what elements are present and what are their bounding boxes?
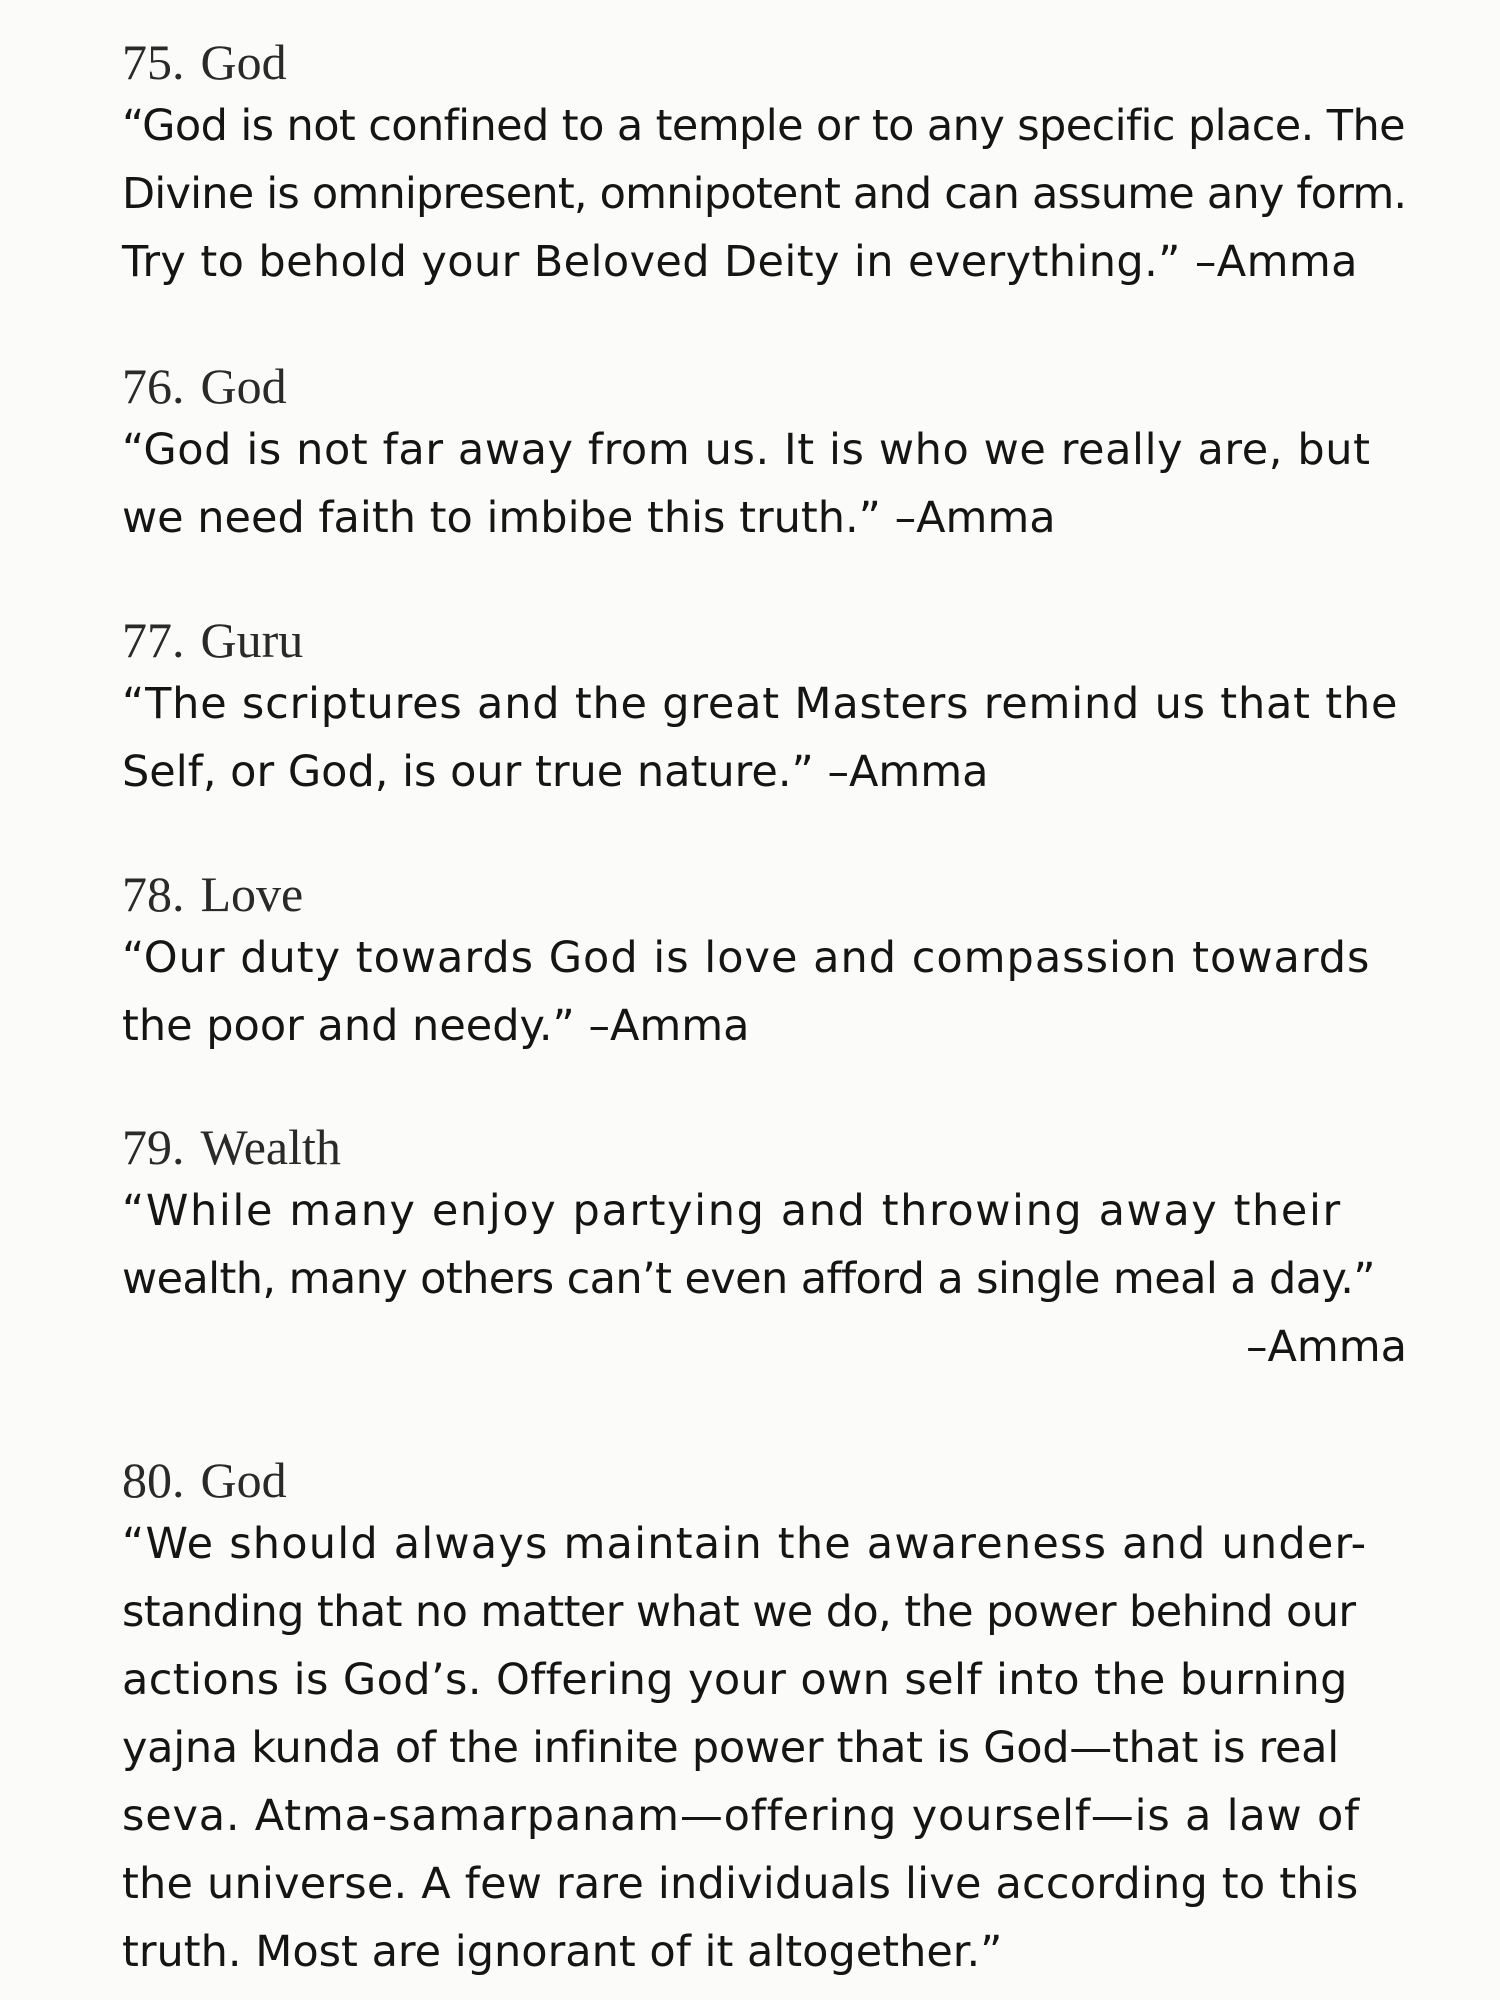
quote-line: seva. Atma-samarpanam—offering yourself—is a law of bbox=[122, 1791, 1360, 1841]
quote-entry-76 bbox=[122, 356, 1407, 552]
entry-number: 79. bbox=[122, 1119, 185, 1175]
entry-topic: God bbox=[200, 34, 287, 90]
quote-line: “God is not confined to a temple or to any specific place. The bbox=[122, 101, 1405, 151]
entry-number: 80. bbox=[122, 1452, 185, 1508]
quote-line: truth. Most are ignorant of it altogether.” bbox=[122, 1927, 1003, 1977]
entry-quote bbox=[122, 1510, 1407, 1986]
quote-line: actions is God’s. Offering your own self into the burning bbox=[122, 1655, 1348, 1705]
quote-entry-79 bbox=[122, 1117, 1407, 1381]
entry-quote bbox=[122, 92, 1407, 296]
quote-line: wealth, many others can’t even afford a single meal a day.” bbox=[122, 1254, 1375, 1304]
quote-entry-78 bbox=[122, 864, 1407, 1060]
quote-line: “Our duty towards God is love and compassion towards bbox=[122, 933, 1371, 983]
quote-line: Try to behold your Beloved Deity in everything.” –Amma bbox=[122, 237, 1358, 287]
quote-line: yajna kunda of the infinite power that is God—that is real bbox=[122, 1723, 1339, 1773]
quote-line: “The scriptures and the great Masters remind us that the bbox=[122, 679, 1399, 729]
quote-entry-80 bbox=[122, 1450, 1407, 1986]
quote-line: “While many enjoy partying and throwing away their bbox=[122, 1186, 1342, 1236]
entry-topic: God bbox=[200, 1452, 287, 1508]
quote-line: the poor and needy.” –Amma bbox=[122, 1001, 750, 1051]
entry-number: 76. bbox=[122, 358, 185, 414]
quote-line: we need faith to imbibe this truth.” –Amma bbox=[122, 493, 1056, 543]
quote-entry-75 bbox=[122, 32, 1407, 296]
quote-attribution: –Amma bbox=[1245, 1322, 1407, 1372]
entry-number: 77. bbox=[122, 612, 185, 668]
quote-line: Self, or God, is our true nature.” –Amma bbox=[122, 747, 989, 797]
quote-line: Divine is omnipresent, omnipotent and can assume any form. bbox=[122, 169, 1407, 219]
entry-quote bbox=[122, 416, 1407, 552]
entry-quote bbox=[122, 924, 1407, 1060]
entry-heading bbox=[122, 32, 1407, 92]
quote-line: the universe. A few rare individuals live according to this bbox=[122, 1859, 1359, 1909]
entry-topic: Guru bbox=[200, 612, 304, 668]
entry-heading bbox=[122, 1117, 1407, 1177]
entry-topic: Love bbox=[200, 866, 304, 922]
entry-heading bbox=[122, 610, 1407, 670]
entry-topic: God bbox=[200, 358, 287, 414]
quote-line: “God is not far away from us. It is who we really are, but bbox=[122, 425, 1371, 475]
quote-line: standing that no matter what we do, the power behind our bbox=[122, 1587, 1356, 1637]
entry-quote bbox=[122, 1177, 1407, 1381]
entry-heading bbox=[122, 1450, 1407, 1510]
entry-number: 75. bbox=[122, 34, 185, 90]
quote-entry-77 bbox=[122, 610, 1407, 806]
entry-heading bbox=[122, 864, 1407, 924]
entry-heading bbox=[122, 356, 1407, 416]
entry-quote bbox=[122, 670, 1407, 806]
quote-line: “We should always maintain the awareness and under- bbox=[122, 1519, 1368, 1569]
entry-number: 78. bbox=[122, 866, 185, 922]
entry-topic: Wealth bbox=[200, 1119, 341, 1175]
